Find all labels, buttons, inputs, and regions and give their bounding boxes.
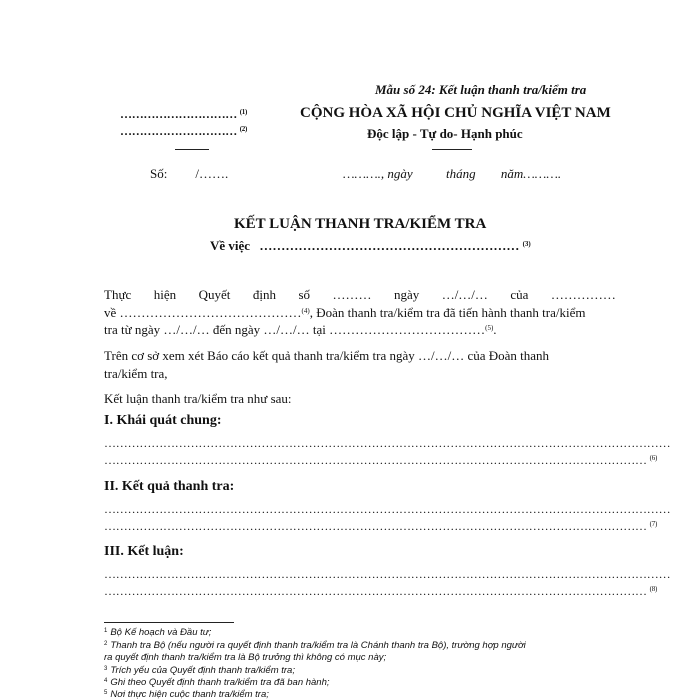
section-conclusion-line-1: ……………………………………………………………………………………………………………………………… [104,567,671,581]
section-results-line-2: ………………………………………………………………………………………………………………………… $^{(7)}$ [104,519,658,533]
form-number: Mẫu số 24: Kết luận thanh tra/kiểm tra [375,82,587,97]
footnote-4: $^4$ Ghi theo Quyết định thanh tra/kiểm tra đã ban hành; [104,677,330,688]
paragraph-1-line-2: về ……………………………………$^{(4)}$, Đoàn thanh tra/kiểm tra đã tiến hành thanh tra/kiểm [104,305,586,320]
agency-line-2: ………………………… $^{(2)}$ [120,124,247,138]
date-line [343,166,561,182]
document-number: Số: /……. [150,166,229,181]
section-heading-conclusion: III. Kết luận: [104,544,184,559]
section-general-line-1: ……………………………………………………………………………………………………………………………… [104,436,671,450]
motto: Độc lập - Tự do- Hạnh phúc [367,126,523,141]
paragraph-2-line-2: tra/kiểm tra, [104,366,168,381]
section-heading-general: I. Khái quát chung: [104,413,222,428]
nation-title: CỘNG HÒA XÃ HỘI CHỦ NGHĨA VIỆT NAM [300,105,611,121]
paragraph-1-line-1: Thực hiện Quyết định số ……… ngày …/…/… của …………… [104,287,616,302]
document-title: KẾT LUẬN THANH TRA/KIỂM TRA [234,216,487,232]
paragraph-1-line-3: tra từ ngày …/…/… đến ngày …/…/… tại ………………………………$^{(5)}$. [104,322,497,337]
footnote-separator [104,622,234,623]
footnote-3: $^3$ Trích yếu của Quyết định thanh tra/kiểm tra; [104,665,295,676]
footnote-1: $^1$ Bộ Kế hoạch và Đầu tư; [104,627,212,638]
footnote-2-continued: ra quyết định thanh tra/kiểm tra là Bộ trưởng thì không có mục này; [104,652,387,663]
agency-underline [175,149,209,150]
document-subject: Về việc …………………………………………………… $^{(3)}$ [210,238,531,253]
paragraph-3: Kết luận thanh tra/kiểm tra như sau: [104,391,292,406]
footnote-2: $^2$ Thanh tra Bộ (nếu người ra quyết định thanh tra/kiểm tra là Chánh thanh tra Bộ), trường hợp người [104,640,526,651]
section-heading-results: II. Kết quả thanh tra: [104,479,235,494]
section-general-line-2: ………………………………………………………………………………………………………………………… $^{(6)}$ [104,453,658,467]
motto-underline [432,149,472,150]
paragraph-2-line-1: Trên cơ sở xem xét Báo cáo kết quả thanh tra/kiểm tra ngày …/…/… của Đoàn thanh [104,348,550,363]
footnote-5: $^5$ Nơi thực hiện cuộc thanh tra/kiểm tra; [104,689,269,700]
agency-line-1: ………………………… $^{(1)}$ [120,107,247,121]
section-conclusion-line-2: ………………………………………………………………………………………………………………………… $^{(8)}$ [104,584,658,598]
date-place: ………., ngày [343,166,413,181]
date-month: tháng [445,166,476,181]
date-year: năm………. [500,166,562,181]
section-results-line-1: ……………………………………………………………………………………………………………………………… [104,502,671,516]
